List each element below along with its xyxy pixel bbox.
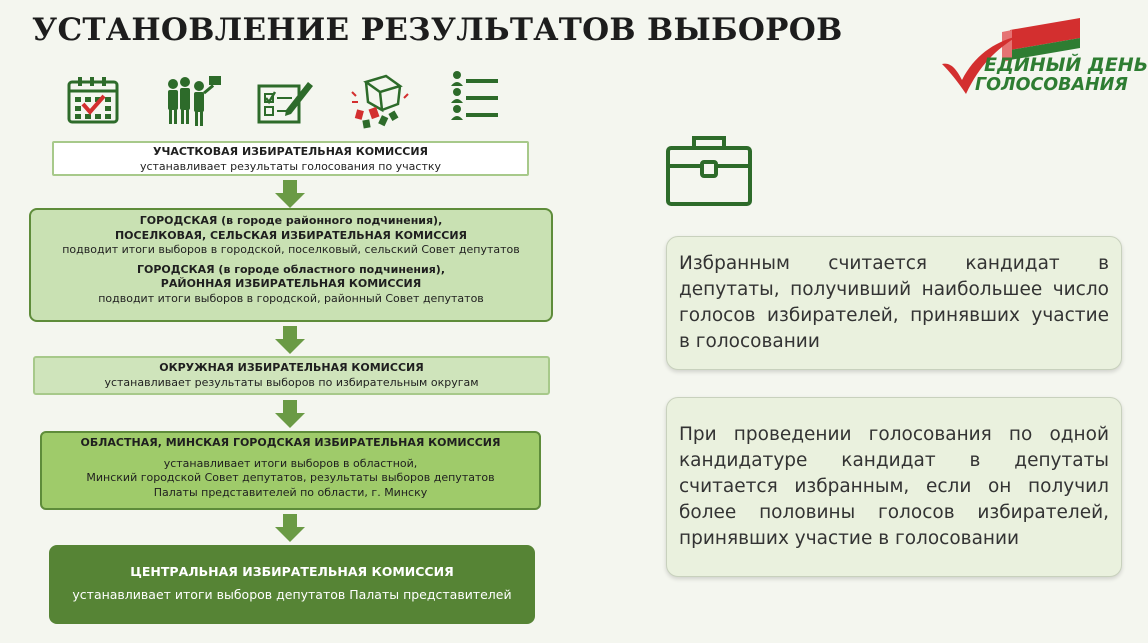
regional-commission-desc1: устанавливает итоги выборов в областной, — [163, 456, 418, 470]
regional-commission-desc3: Палаты представителей по области, г. Минску — [153, 485, 428, 499]
central-commission-title: ЦЕНТРАЛЬНАЯ ИЗБИРАТЕЛЬНАЯ КОМИССИЯ — [130, 564, 454, 579]
candidate-list-icon — [447, 70, 503, 126]
central-commission-desc: устанавливает итоги выборов депутатов Палаты представителей — [72, 587, 512, 602]
rule-card-single-candidate — [666, 397, 1122, 577]
city-commission-desc2: подводит итоги выборов в городской, районный Совет депутатов — [98, 291, 484, 305]
logo-line2: ГОЛОСОВАНИЯ — [975, 75, 1128, 95]
ballot-box-icon — [350, 72, 410, 130]
logo-line1: ЕДИНЫЙ ДЕНЬ — [984, 54, 1148, 76]
regional-commission-desc2: Минский городской Совет депутатов, результаты выборов депутатов — [86, 471, 495, 484]
regional-commission-title: ОБЛАСТНАЯ, МИНСКАЯ ГОРОДСКАЯ ИЗБИРАТЕЛЬНАЯ КОМИССИЯ — [80, 436, 501, 449]
precinct-commission-title: УЧАСТКОВАЯ ИЗБИРАТЕЛЬНАЯ КОМИССИЯ — [152, 145, 429, 158]
district-commission-title: ОКРУЖНАЯ ИЗБИРАТЕЛЬНАЯ КОМИССИЯ — [159, 361, 424, 374]
city-commission-title2: ПОСЕЛКОВАЯ, СЕЛЬСКАЯ ИЗБИРАТЕЛЬНАЯ КОМИССИЯ — [114, 228, 468, 242]
regional-commission-box — [40, 431, 541, 510]
city-commission-title1: ГОРОДСКАЯ (в городе районного подчинения), — [139, 214, 443, 227]
calendar-icon — [66, 76, 122, 126]
flow-arrow-2 — [275, 326, 305, 354]
flow-arrow-3 — [275, 400, 305, 428]
city-commission-title4: РАЙОННАЯ ИЗБИРАТЕЛЬНАЯ КОМИССИЯ — [160, 277, 422, 290]
precinct-commission-desc: устанавливает результаты голосования по участку — [139, 159, 442, 173]
district-commission-desc: устанавливает результаты выборов по избирательным округам — [104, 375, 479, 389]
flow-arrow-1 — [275, 180, 305, 208]
page-title: УСТАНОВЛЕНИЕ РЕЗУЛЬТАТОВ ВЫБОРОВ — [32, 12, 843, 48]
briefcase-icon — [664, 132, 754, 208]
district-commission-box — [33, 356, 550, 395]
voters-crowd-icon — [163, 74, 223, 128]
city-commission-desc: подводит итоги выборов в городской, поселковый, сельский Совет депутатов — [62, 243, 520, 256]
city-commission-title3: ГОРОДСКАЯ (в городе областного подчинения), — [136, 262, 446, 276]
rule-majority-text: Избранным считается кандидат в депутаты, получивший наибольшее число голосов избирателей, принявших участие в голосовании — [679, 253, 1109, 352]
rule-card-majority — [666, 236, 1122, 370]
flow-arrow-4 — [275, 514, 305, 542]
ballot-checkmark-icon — [256, 76, 314, 126]
precinct-commission-box — [52, 141, 529, 176]
central-commission-box — [49, 545, 535, 624]
rule-single-candidate-text: При проведении голосования по одной кандидатуре кандидат в депутаты считается избранным, если он получил более половины голосов избирателей, принявших участие в голосовании — [679, 424, 1109, 549]
city-local-commission-box — [29, 208, 553, 322]
